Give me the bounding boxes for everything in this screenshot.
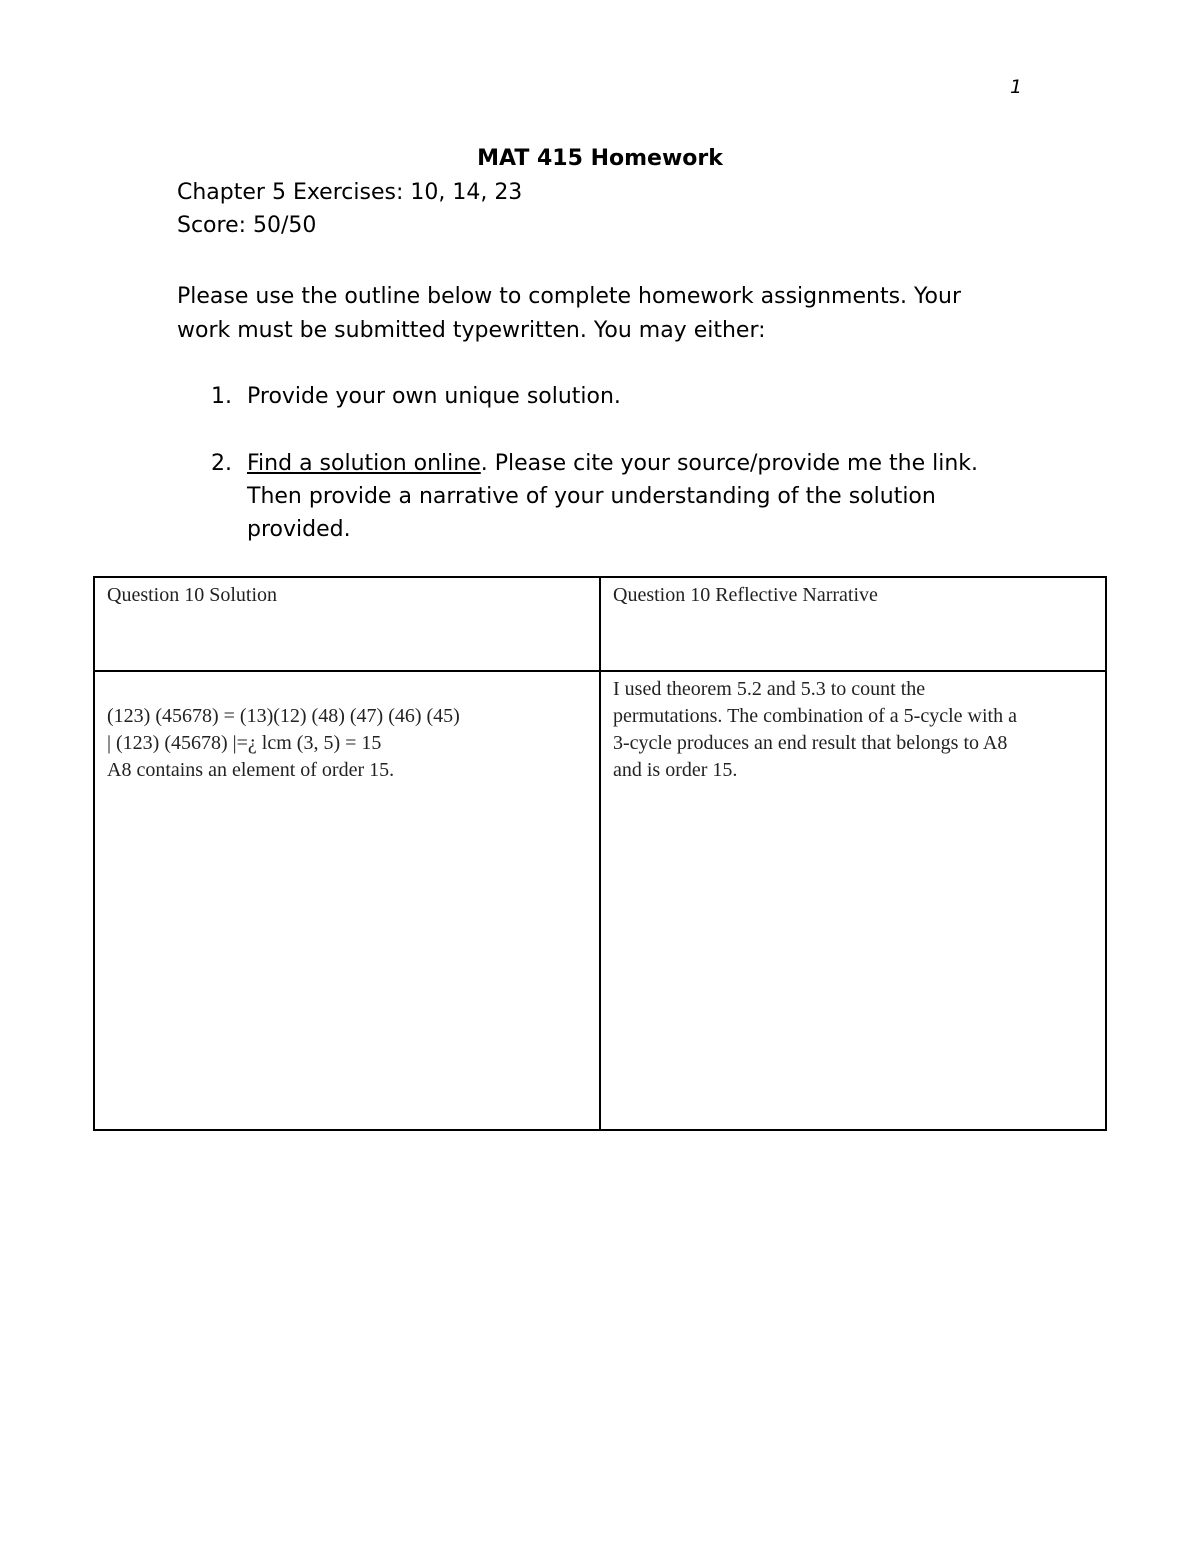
document-title: MAT 415 Homework	[477, 146, 723, 171]
option-1-number: 1.	[211, 384, 232, 409]
solution-line-3: A8 contains an element of order 15.	[107, 759, 395, 781]
instructions-line-1: Please use the outline below to complete homework assignments. Your	[177, 284, 962, 309]
narrative-header: Question 10 Reflective Narrative	[613, 584, 878, 606]
option-2-line-1-rest: . Please cite your source/provide me the link.	[480, 451, 978, 476]
narrative-cell	[600, 671, 1106, 1130]
score: Score: 50/50	[177, 213, 317, 238]
table-header-row	[94, 577, 1106, 671]
option-2	[211, 447, 1001, 546]
solution-line-1: (123) (45678) = (13)(12) (48) (47) (46) (45)	[107, 705, 460, 727]
question-table	[93, 576, 1107, 1131]
find-solution-online-link[interactable]: Find a solution online	[247, 451, 481, 476]
instructions-line-2: work must be submitted typewritten. You may either:	[177, 318, 766, 343]
narrative-line-1: I used theorem 5.2 and 5.3 to count the	[613, 678, 926, 700]
solution-header: Question 10 Solution	[107, 584, 278, 606]
option-1	[211, 380, 1001, 413]
table-body-row	[94, 671, 1106, 1130]
option-2-line-3: provided.	[247, 517, 351, 542]
solution-line-2: | (123) (45678) |=¿ lcm (3, 5) = 15	[107, 732, 382, 754]
narrative-line-3: 3-cycle produces an end result that belongs to A8	[613, 732, 1008, 754]
page-number: 1	[1010, 76, 1023, 98]
narrative-header-cell	[600, 577, 1106, 671]
option-1-text: Provide your own unique solution.	[247, 384, 621, 409]
solution-header-cell	[94, 577, 600, 671]
solution-cell	[94, 671, 600, 1130]
narrative-line-4: and is order 15.	[613, 759, 738, 781]
option-2-number: 2.	[211, 451, 232, 476]
instructions	[177, 280, 1007, 348]
option-2-line-2: Then provide a narrative of your understanding of the solution	[247, 484, 936, 509]
narrative-line-2: permutations. The combination of a 5-cycle with a	[613, 705, 1017, 727]
chapter-exercises: Chapter 5 Exercises: 10, 14, 23	[177, 180, 523, 205]
option-2-line-1	[247, 447, 1001, 480]
